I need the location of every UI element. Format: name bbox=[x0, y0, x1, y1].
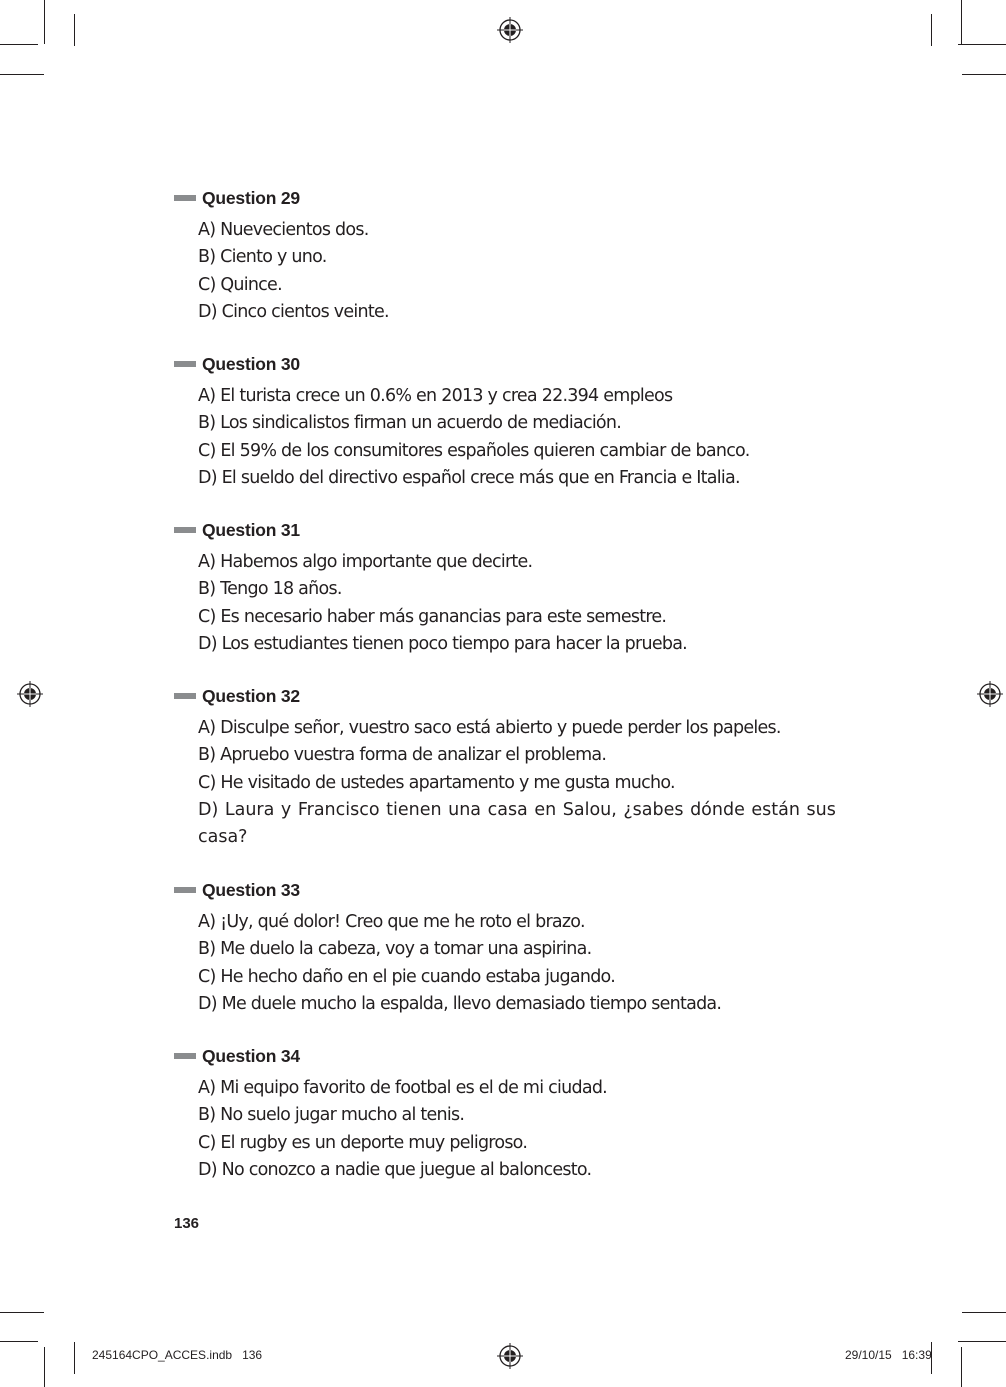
crop-mark bbox=[74, 1342, 75, 1374]
option-b: B) Ciento y uno. bbox=[198, 247, 327, 268]
question-header bbox=[174, 352, 874, 376]
crop-mark bbox=[74, 14, 75, 46]
footer-date-slug: 29/10/15 16:39 bbox=[845, 1348, 932, 1362]
crop-mark bbox=[958, 44, 1006, 45]
option-a: A) Mi equipo favorito de footbal es el de mi ciudad. bbox=[198, 1078, 607, 1098]
crop-mark bbox=[958, 1341, 1006, 1342]
question-header bbox=[174, 878, 874, 902]
option-list bbox=[198, 217, 874, 326]
option-d: D) Cinco cientos veinte. bbox=[198, 301, 389, 322]
crop-mark bbox=[44, 1347, 45, 1387]
option-list bbox=[198, 549, 874, 658]
option-list bbox=[198, 1075, 874, 1184]
footer-file-slug: 245164CPO_ACCES.indb 136 bbox=[92, 1348, 263, 1362]
question-bullet-bar bbox=[174, 693, 196, 699]
option-list bbox=[198, 715, 874, 851]
option-c: C) He hecho daño en el pie cuando estaba jugando. bbox=[198, 966, 616, 987]
question-29 bbox=[174, 186, 874, 326]
option-b: B) Me duelo la cabeza, voy a tomar una aspirina. bbox=[198, 939, 592, 960]
registration-mark-icon bbox=[497, 1343, 523, 1369]
option-c: C) El 59% de los consumitores españoles quieren cambiar de banco. bbox=[198, 440, 750, 461]
question-bullet-bar bbox=[174, 195, 196, 201]
option-c: C) Es necesario haber más ganancias para este semestre. bbox=[198, 606, 667, 627]
option-d: D) No conozco a nadie que juegue al baloncesto. bbox=[198, 1159, 592, 1180]
question-title: Question 31 bbox=[202, 520, 300, 540]
question-title: Question 32 bbox=[202, 686, 300, 706]
page-number: 136 bbox=[174, 1215, 200, 1232]
option-list bbox=[198, 909, 874, 1018]
question-title: Question 30 bbox=[202, 354, 300, 374]
crop-mark bbox=[44, 0, 45, 44]
registration-mark-icon bbox=[977, 681, 1003, 707]
question-30 bbox=[174, 352, 874, 492]
crop-mark bbox=[961, 0, 962, 44]
option-d: D) El sueldo del directivo español crece más que en Francia e Italia. bbox=[198, 467, 740, 488]
registration-mark-icon bbox=[17, 681, 43, 707]
option-a: A) ¡Uy, qué dolor! Creo que me he roto el brazo. bbox=[198, 912, 585, 932]
option-c: C) He visitado de ustedes apartamento y me gusta mucho. bbox=[198, 772, 675, 793]
option-b: B) Los sindicalistos firman un acuerdo de mediación. bbox=[198, 413, 622, 434]
question-bullet-bar bbox=[174, 1053, 196, 1059]
option-d: D) Me duele mucho la espalda, llevo demasiado tiempo sentada. bbox=[198, 993, 722, 1014]
option-b: B) Apruebo vuestra forma de analizar el problema. bbox=[198, 745, 607, 766]
question-32 bbox=[174, 684, 874, 851]
option-a: A) Disculpe señor, vuestro saco está abierto y puede perder los papeles. bbox=[198, 718, 781, 738]
option-d: D) Laura y Francisco tienen una casa en Salou, ¿sabes dónde están sus casa? bbox=[198, 799, 836, 848]
option-a: A) El turista crece un 0.6% en 2013 y crea 22.394 empleos bbox=[198, 386, 673, 406]
option-c: C) El rugby es un deporte muy peligroso. bbox=[198, 1132, 528, 1153]
question-title: Question 34 bbox=[202, 1046, 300, 1066]
question-header bbox=[174, 518, 874, 542]
option-list bbox=[198, 383, 874, 492]
question-31 bbox=[174, 518, 874, 658]
option-a: A) Habemos algo importante que decirte. bbox=[198, 552, 533, 572]
crop-mark bbox=[0, 74, 44, 75]
question-bullet-bar bbox=[174, 887, 196, 893]
question-title: Question 29 bbox=[202, 188, 300, 208]
question-title: Question 33 bbox=[202, 880, 300, 900]
crop-mark bbox=[0, 1312, 44, 1313]
option-b: B) No suelo jugar mucho al tenis. bbox=[198, 1105, 465, 1126]
option-a: A) Nuevecientos dos. bbox=[198, 220, 369, 240]
question-33 bbox=[174, 878, 874, 1018]
crop-mark bbox=[962, 1312, 1006, 1313]
crop-mark bbox=[0, 44, 38, 45]
option-b: B) Tengo 18 años. bbox=[198, 579, 342, 600]
crop-mark bbox=[961, 1347, 962, 1387]
crop-mark bbox=[962, 74, 1006, 75]
question-header bbox=[174, 1044, 874, 1068]
crop-mark bbox=[931, 14, 932, 46]
question-bullet-bar bbox=[174, 527, 196, 533]
question-header bbox=[174, 684, 874, 708]
option-c: C) Quince. bbox=[198, 274, 282, 295]
question-header bbox=[174, 186, 874, 210]
option-d: D) Los estudiantes tienen poco tiempo para hacer la prueba. bbox=[198, 633, 687, 654]
registration-mark-icon bbox=[497, 17, 523, 43]
question-34 bbox=[174, 1044, 874, 1184]
crop-mark bbox=[0, 1341, 38, 1342]
question-bullet-bar bbox=[174, 361, 196, 367]
